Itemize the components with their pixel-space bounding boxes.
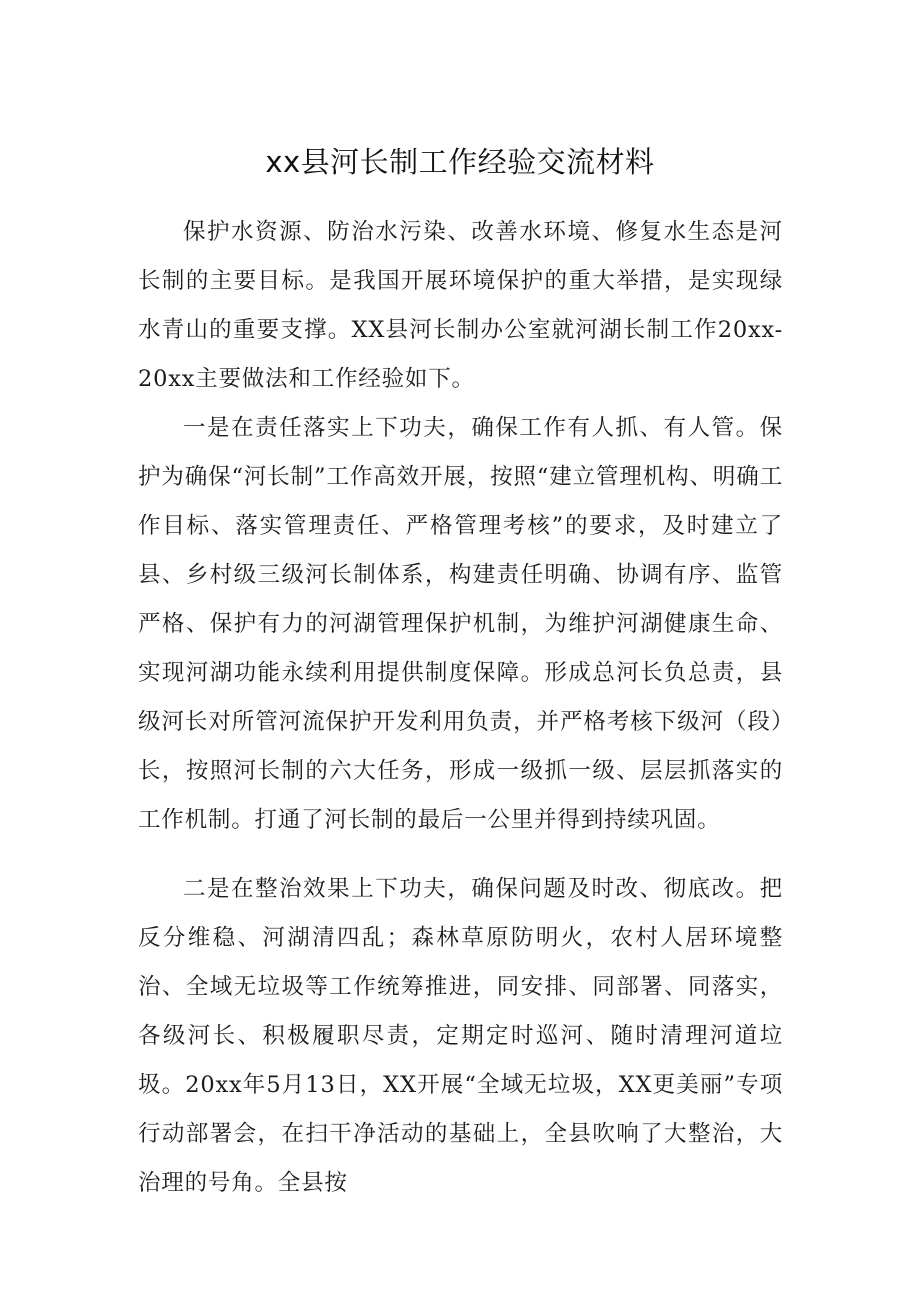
paragraph-responsibility: 一是在责任落实上下功夫，确保工作有人抓、有人管。保护为确保“河长制”工作高效开展，按照“建立管理机构、明确工作目标、落实管理责任、严格管理考核”的要求，及时建立了县、乡村级三级河长制体系，构建责任明确、协调有序、监管严格、保护有力的河湖管理保护机制，为维护河湖健康生命、实现河湖功能永续利用提供制度保障。形成总河长负总责，县级河长对所管河流保护开发利用负责，并严格考核下级河（段）长，按照河长制的六大任务，形成一级抓一级、层层抓落实的工作机制。打通了河长制的最后一公里并得到持续巩固。 — [138, 415, 783, 833]
document-title: xx县河长制工作经验交流材料 — [265, 145, 655, 179]
paragraph-intro: 保护水资源、防治水污染、改善水环境、修复水生态是河长制的主要目标。是我国开展环境保护的重大举措，是实现绿水青山的重要支撑。XX县河长制办公室就河湖长制工作20xx-20xx主要做法和工作经验如下。 — [138, 219, 783, 392]
paragraph-rectification: 二是在整治效果上下功夫，确保问题及时改、彻底改。把反分维稳、河湖清四乱；森林草原防明火，农村人居环境整治、全域无垃圾等工作统筹推进，同安排、同部署、同落实，各级河长、积极履职尽责，定期定时巡河、随时清理河道垃圾。20xx年5月13日，XX开展“全域无垃圾，XX更美丽”专项行动部署会，在扫干净活动的基础上，全县吹响了大整治，大治理的号角。全县按 — [138, 876, 783, 1196]
